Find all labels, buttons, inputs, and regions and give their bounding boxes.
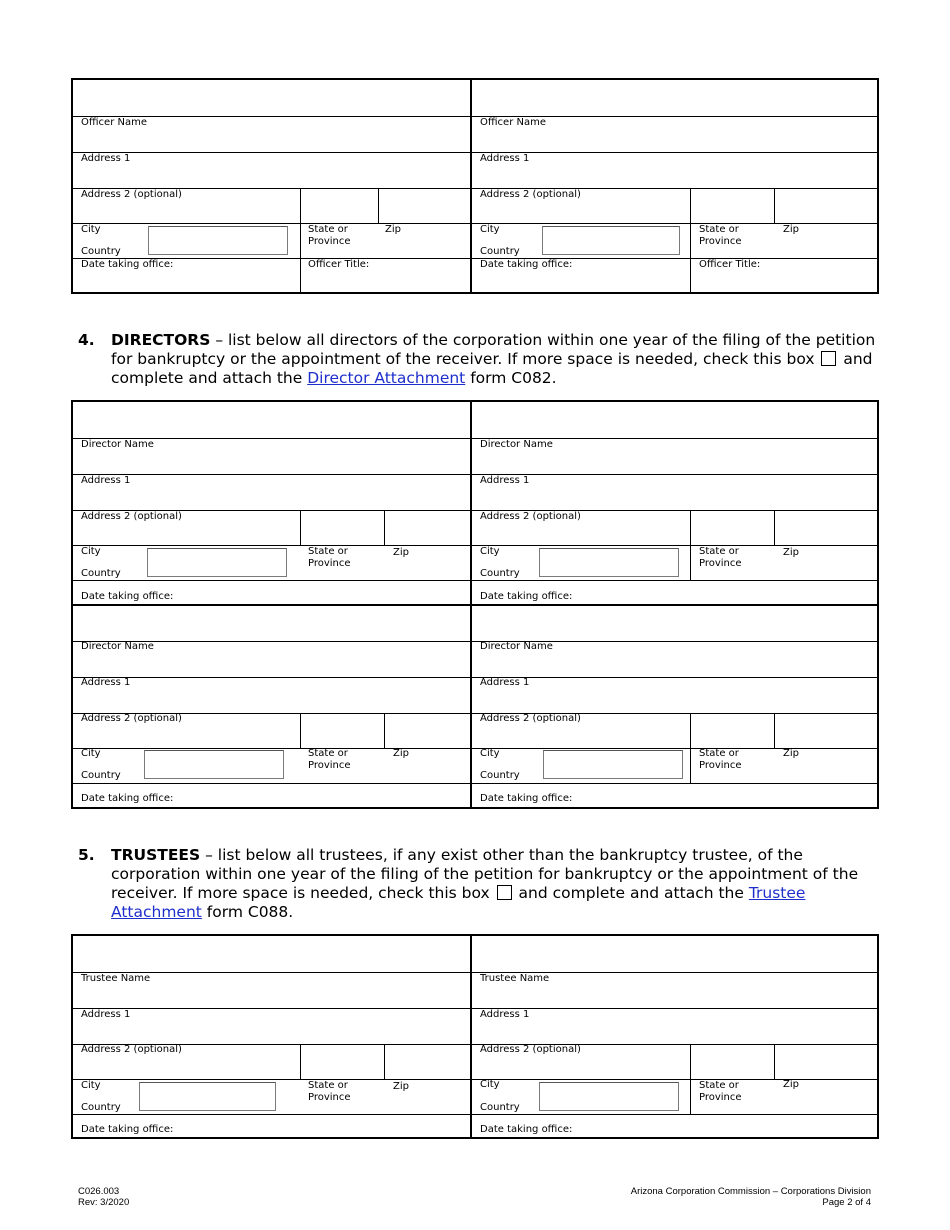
trustee-right-column: [470, 936, 877, 1137]
address2-label: Address 2 (optional): [81, 1044, 182, 1055]
city-label: City: [81, 546, 101, 557]
city-label: City: [480, 1079, 500, 1090]
rule: [73, 223, 470, 224]
address2-label: Address 2 (optional): [81, 511, 182, 522]
block-separator: [472, 604, 877, 606]
rule: [472, 1114, 877, 1115]
trustee-attachment-link[interactable]: Trustee Attachment: [111, 884, 806, 921]
city-label: City: [480, 224, 500, 235]
country-select[interactable]: [543, 750, 683, 779]
form-revision: Rev: 3/2020: [78, 1197, 130, 1208]
section-text: [111, 331, 878, 388]
rule: [73, 677, 470, 678]
divider: [384, 510, 385, 545]
rule: [472, 152, 877, 153]
divider: [384, 1044, 385, 1079]
rule: [472, 748, 877, 749]
divider: [774, 188, 775, 223]
date-taking-office-label: Date taking office:: [480, 1124, 573, 1135]
director-name-label: Director Name: [480, 439, 553, 450]
zip-label: Zip: [393, 1081, 409, 1092]
director-right-column: [470, 402, 877, 807]
officer-table: [71, 78, 879, 294]
divider: [774, 1044, 775, 1079]
section-text-b: and complete and attach the: [111, 350, 873, 387]
state-label: State or: [308, 1080, 348, 1091]
rule: [73, 1079, 470, 1080]
zip-label: Zip: [783, 1079, 799, 1090]
divider: [690, 188, 691, 293]
officer-name-label: Officer Name: [81, 117, 147, 128]
trustee-name-label: Trustee Name: [480, 973, 550, 984]
divider: [378, 188, 379, 223]
divider: [300, 713, 301, 748]
divider: [300, 1044, 301, 1079]
footer-left: [78, 1186, 129, 1208]
rule: [73, 580, 470, 581]
address2-label: Address 2 (optional): [81, 189, 182, 200]
state-label: State or: [308, 224, 348, 235]
date-taking-office-label: Date taking office:: [81, 259, 174, 270]
divider: [384, 713, 385, 748]
address1-label: Address 1: [480, 475, 530, 486]
divider: [774, 713, 775, 748]
country-label: Country: [480, 1102, 520, 1113]
rule: [73, 152, 470, 153]
section-text-a: – list below all directors of the corporation within one year of the filing of the petition for bankruptcy or the appointment of the receiver. If more space is needed, check this box: [111, 331, 876, 368]
state-label: State or: [699, 546, 739, 557]
address1-label: Address 1: [81, 677, 131, 688]
state-label: State or: [699, 224, 739, 235]
zip-label: Zip: [783, 748, 799, 759]
more-trustees-checkbox[interactable]: [497, 885, 512, 900]
province-label: Province: [308, 1092, 351, 1103]
footer-right: [631, 1186, 871, 1208]
agency-name: Arizona Corporation Commission – Corporations Division: [630, 1186, 871, 1197]
date-taking-office-label: Date taking office:: [480, 591, 573, 602]
section-text-c: form C088.: [201, 903, 294, 921]
date-taking-office-label: Date taking office:: [480, 793, 573, 804]
rule: [73, 748, 470, 749]
province-label: Province: [699, 760, 742, 771]
address1-label: Address 1: [480, 677, 530, 688]
date-taking-office-label: Date taking office:: [81, 591, 174, 602]
state-label: State or: [308, 546, 348, 557]
page-number: Page 2 of 4: [822, 1197, 871, 1208]
address2-label: Address 2 (optional): [480, 1044, 581, 1055]
date-taking-office-label: Date taking office:: [81, 1124, 174, 1135]
province-label: Province: [699, 1092, 742, 1103]
officer-title-label: Officer Title:: [699, 259, 761, 270]
section-text: [111, 846, 878, 922]
more-directors-checkbox[interactable]: [821, 351, 836, 366]
country-label: Country: [81, 568, 121, 579]
city-label: City: [81, 748, 101, 759]
rule: [73, 545, 470, 546]
country-select[interactable]: [139, 1082, 276, 1111]
rule: [472, 223, 877, 224]
province-label: Province: [308, 558, 351, 569]
date-taking-office-label: Date taking office:: [81, 793, 174, 804]
country-select[interactable]: [542, 226, 680, 255]
country-label: Country: [480, 246, 520, 257]
country-label: Country: [480, 770, 520, 781]
country-select[interactable]: [539, 1082, 679, 1111]
address2-label: Address 2 (optional): [480, 511, 581, 522]
director-attachment-link[interactable]: Director Attachment: [307, 369, 466, 387]
country-label: Country: [480, 568, 520, 579]
section-heading: DIRECTORS: [111, 331, 211, 349]
divider: [300, 188, 301, 293]
zip-label: Zip: [783, 224, 799, 235]
director-table: [71, 400, 879, 809]
officer-left-column: [73, 80, 470, 292]
directors-instructions: [78, 331, 878, 388]
address2-label: Address 2 (optional): [81, 713, 182, 724]
zip-label: Zip: [385, 224, 401, 235]
address2-label: Address 2 (optional): [480, 713, 581, 724]
address1-label: Address 1: [480, 153, 530, 164]
form-code: C026.003: [78, 1186, 120, 1197]
province-label: Province: [308, 236, 351, 247]
date-taking-office-label: Date taking office:: [480, 259, 573, 270]
city-label: City: [480, 748, 500, 759]
officer-title-label: Officer Title:: [308, 259, 370, 270]
section-text-a: – list below all trustees, if any exist other than the bankruptcy trustee, of the corporation within one year of the filing of the petition for bankruptcy or the appointment of the receiver. If more space is needed, check this box: [111, 846, 859, 902]
country-select[interactable]: [147, 548, 287, 577]
rule: [73, 474, 470, 475]
province-label: Province: [699, 236, 742, 247]
city-label: City: [81, 224, 101, 235]
country-label: Country: [81, 1102, 121, 1113]
rule: [73, 1008, 470, 1009]
country-select[interactable]: [539, 548, 679, 577]
section-heading: TRUSTEES: [111, 846, 201, 864]
address1-label: Address 1: [81, 153, 131, 164]
city-label: City: [480, 546, 500, 557]
rule: [472, 580, 877, 581]
trustee-table: [71, 934, 879, 1139]
trustee-name-label: Trustee Name: [81, 973, 151, 984]
province-label: Province: [699, 558, 742, 569]
country-label: Country: [81, 246, 121, 257]
zip-label: Zip: [393, 547, 409, 558]
rule: [472, 677, 877, 678]
address1-label: Address 1: [81, 1009, 131, 1020]
officer-name-label: Officer Name: [480, 117, 546, 128]
officer-right-column: [470, 80, 877, 292]
state-label: State or: [699, 1080, 739, 1091]
country-label: Country: [81, 770, 121, 781]
director-name-label: Director Name: [480, 641, 553, 652]
state-label: State or: [308, 748, 348, 759]
rule: [472, 1008, 877, 1009]
rule: [472, 474, 877, 475]
rule: [73, 783, 470, 784]
address2-label: Address 2 (optional): [480, 189, 581, 200]
province-label: Province: [308, 760, 351, 771]
address1-label: Address 1: [81, 475, 131, 486]
country-select[interactable]: [148, 226, 288, 255]
section-number: 4.: [78, 331, 95, 349]
block-separator: [73, 604, 470, 606]
director-name-label: Director Name: [81, 641, 154, 652]
rule: [472, 783, 877, 784]
city-label: City: [81, 1080, 101, 1091]
zip-label: Zip: [783, 547, 799, 558]
trustees-instructions: [78, 846, 878, 922]
state-label: State or: [699, 748, 739, 759]
section-number: 5.: [78, 846, 95, 864]
divider: [774, 510, 775, 545]
rule: [73, 1114, 470, 1115]
director-left-column: [73, 402, 470, 807]
zip-label: Zip: [393, 748, 409, 759]
section-text-c: form C082.: [465, 369, 557, 387]
address1-label: Address 1: [480, 1009, 530, 1020]
rule: [472, 1079, 877, 1080]
rule: [472, 545, 877, 546]
trustee-left-column: [73, 936, 470, 1137]
director-name-label: Director Name: [81, 439, 154, 450]
divider: [300, 510, 301, 545]
section-text-b: and complete and attach the: [513, 884, 749, 902]
country-select[interactable]: [144, 750, 284, 779]
